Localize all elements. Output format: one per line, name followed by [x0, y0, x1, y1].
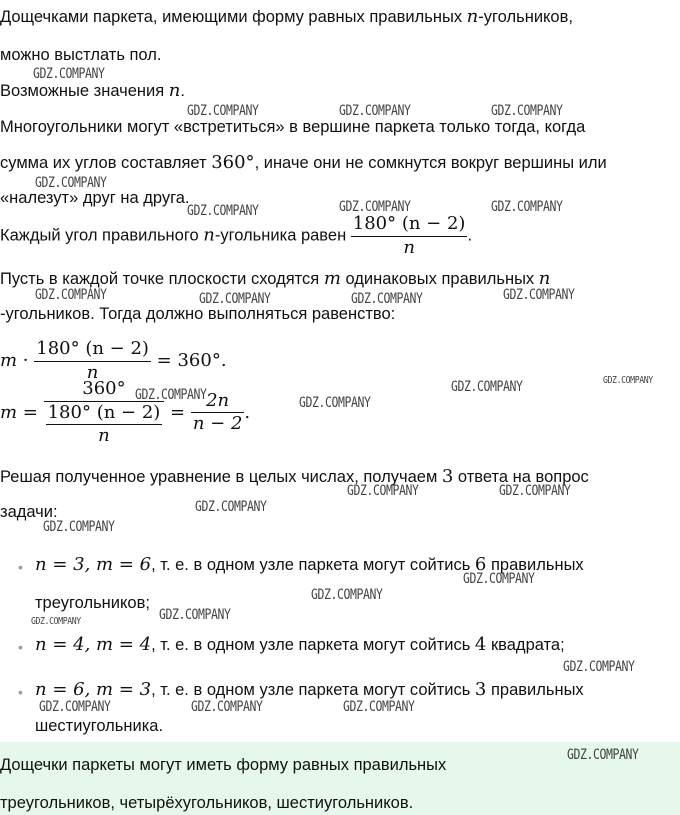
watermark: GDZ.COMPANY [351, 291, 423, 307]
solving-line-2: задачи: [0, 503, 58, 521]
explanation-text: Каждый угол правильного [0, 226, 204, 245]
explanation-line-5: -угольников. Тогда должно выполняться равенство: [0, 305, 396, 323]
list-bullet: • [18, 559, 23, 575]
solving-text: Решая полученное уравнение в целых числах, получаем [0, 468, 442, 486]
math-op: . [244, 401, 251, 423]
problem-line-2: можно выстлать пол. [0, 46, 162, 64]
case-count: 6 [474, 554, 487, 575]
list-item-continuation: шестиугольника. [35, 717, 164, 735]
fraction-denominator: n − 2 [192, 413, 243, 435]
watermark: GDZ.COMPANY [35, 175, 107, 191]
explanation-line-1: Многоугольники могут «встретиться» в вершине паркета только тогда, когда [0, 118, 586, 136]
watermark: GDZ.COMPANY [39, 699, 111, 715]
watermark: GDZ.COMPANY [339, 103, 411, 119]
watermark: GDZ.COMPANY [603, 375, 653, 386]
math-var-m: m [323, 268, 341, 289]
explanation-line-2 [0, 152, 607, 175]
explanation-text: сумма их углов составляет [0, 154, 212, 172]
watermark: GDZ.COMPANY [299, 395, 371, 411]
watermark: GDZ.COMPANY [491, 103, 563, 119]
problem-text: -угольников, [478, 8, 573, 26]
fraction-numerator: 180° (n − 2) [36, 338, 149, 359]
case-count: 3 [474, 679, 487, 700]
case-text: квадрата; [486, 636, 565, 654]
fraction-numerator: 2n [206, 389, 230, 411]
watermark: GDZ.COMPANY [187, 203, 259, 219]
fraction-numerator: 180° (n − 2) [352, 213, 466, 234]
watermark: GDZ.COMPANY [43, 519, 115, 535]
list-item-continuation: треугольников; [35, 594, 150, 612]
watermark: GDZ.COMPANY [187, 103, 259, 119]
problem-text: . [180, 82, 185, 100]
case-math: n = 3, m = 6 [35, 554, 152, 575]
case-text: , т. е. в одном узле паркета могут сойтись [151, 556, 475, 574]
case-text: правильных [486, 556, 584, 574]
watermark: GDZ.COMPANY [199, 291, 271, 307]
fraction-denominator: n [46, 424, 163, 448]
watermark: GDZ.COMPANY [343, 699, 415, 715]
watermark: GDZ.COMPANY [135, 387, 207, 403]
case-count: 4 [474, 634, 487, 655]
answer-line-2: треугольников, четырёхугольников, шестиугольников. [0, 794, 414, 812]
inner-fraction [46, 402, 163, 448]
math-var-n: n [168, 80, 181, 101]
math-var-n: n [538, 268, 551, 289]
watermark: GDZ.COMPANY [339, 199, 411, 215]
math-var-m: m [0, 401, 18, 423]
equation-2 [0, 378, 250, 448]
watermark: GDZ.COMPANY [195, 499, 267, 515]
watermark: GDZ.COMPANY [35, 287, 107, 303]
watermark: GDZ.COMPANY [311, 587, 383, 603]
solving-text: ответа на вопрос [453, 468, 589, 486]
math-op: = [164, 401, 191, 423]
explanation-text: -угольника равен [214, 226, 351, 245]
math-var-n: n [203, 224, 215, 246]
problem-line-1 [0, 6, 573, 29]
math-op: = [17, 401, 44, 423]
case-text: правильных [486, 681, 584, 699]
watermark: GDZ.COMPANY [491, 199, 563, 215]
watermark: GDZ.COMPANY [33, 66, 105, 82]
case-math: n = 6, m = 3 [35, 679, 152, 700]
watermark: GDZ.COMPANY [463, 571, 535, 587]
list-item [35, 679, 584, 702]
explanation-text: , иначе они не сомкнутся вокруг вершины или [254, 154, 607, 172]
fraction-denominator [44, 401, 165, 448]
math-number: 3 [441, 466, 454, 487]
angle-fraction [351, 213, 468, 259]
watermark: GDZ.COMPANY [499, 483, 571, 499]
list-bullet: • [18, 639, 23, 655]
watermark: GDZ.COMPANY [451, 379, 523, 395]
explanation-text: . [467, 226, 473, 245]
watermark: GDZ.COMPANY [563, 659, 635, 675]
watermark: GDZ.COMPANY [31, 616, 81, 627]
answer-line-1: Дощечки паркеты могут иметь форму равных правильных [0, 756, 447, 774]
explanation-text: Пусть в каждой точке плоскости сходятся [0, 270, 324, 288]
watermark: GDZ.COMPANY [191, 699, 263, 715]
fraction-denominator: n [34, 361, 151, 385]
fraction-numerator: 180° (n − 2) [47, 401, 161, 423]
case-text: , т. е. в одном узле паркета могут сойтись [151, 636, 475, 654]
list-item [35, 634, 565, 657]
math-var-m: m [0, 350, 18, 371]
explanation-text: одинаковых правильных [340, 270, 539, 288]
watermark: GDZ.COMPANY [567, 747, 639, 763]
math-op: · [17, 350, 35, 371]
watermark: GDZ.COMPANY [159, 607, 231, 623]
math-var-n: n [466, 6, 479, 27]
watermark: GDZ.COMPANY [347, 483, 419, 499]
explanation-line-3: «налезут» друг на друга. [0, 189, 190, 207]
math-360: 360° [211, 152, 255, 173]
problem-text: Возможные значения [0, 82, 169, 100]
case-text: , т. е. в одном узле паркета могут сойтись [151, 681, 475, 699]
math-op: = 360°. [150, 350, 227, 371]
watermark: GDZ.COMPANY [503, 287, 575, 303]
fraction-numerator: 360° [82, 378, 126, 399]
case-math: n = 4, m = 4 [35, 634, 152, 655]
problem-text: Дощечками паркета, имеющими форму равных правильных [0, 8, 467, 26]
list-bullet: • [18, 684, 23, 700]
fraction-denominator: n [351, 236, 468, 260]
